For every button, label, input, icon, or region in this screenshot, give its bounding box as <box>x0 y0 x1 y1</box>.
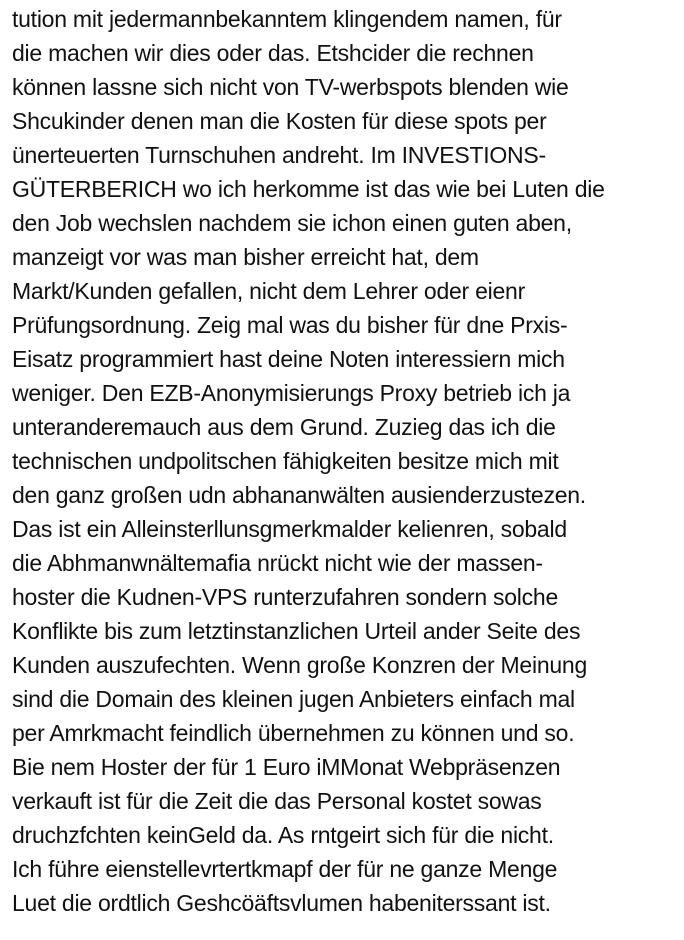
text-line: Kunden auszufechten. Wenn große Konzren der Meinung <box>12 652 587 678</box>
text-line: Ich führe eienstellevrtertkmapf der für ne ganze Menge <box>12 856 558 882</box>
text-line: druchzfchten keinGeld da. As rntgeirt sich für die nicht. <box>12 822 554 848</box>
text-line: ünerteuerten Turnschuhen andreht. Im INVESTIONS- <box>12 142 546 168</box>
text-line: den Job wechslen nachdem sie ichon einen guten aben, <box>12 210 572 236</box>
text-line: unteranderemauch aus dem Grund. Zuzieg das ich die <box>12 414 556 440</box>
text-line: tution mit jedermannbekanntem klingendem namen, für <box>12 6 562 32</box>
text-line: hoster die Kudnen-VPS runterzufahren sondern solche <box>12 584 558 610</box>
text-line: per Amrkmacht feindlich übernehmen zu können und so. <box>12 720 575 746</box>
text-line: Bie nem Hoster der für 1 Euro iMMonat Webpräsenzen <box>12 754 561 780</box>
text-line: Prüfungsordnung. Zeig mal was du bisher für dne Prxis- <box>12 312 568 338</box>
text-line: Luet die ordtlich Geshcöäftsvlumen habeniterssant ist. <box>12 890 551 916</box>
text-line: die Abhmanwnältemafia nrückt nicht wie der massen- <box>12 550 543 576</box>
text-line: Konflikte bis zum letztinstanzlichen Urteil ander Seite des <box>12 618 581 644</box>
text-line: Shcukinder denen man die Kosten für diese spots per <box>12 108 547 134</box>
text-line: manzeigt vor was man bisher erreicht hat, dem <box>12 244 479 270</box>
text-line: Das ist ein Alleinsterllunsgmerkmalder kelienren, sobald <box>12 516 567 542</box>
text-line: Markt/Kunden gefallen, nicht dem Lehrer oder eienr <box>12 278 525 304</box>
text-line: Eisatz programmiert hast deine Noten interessiern mich <box>12 346 565 372</box>
text-line: können lassne sich nicht von TV-werbspots blenden wie <box>12 74 569 100</box>
text-line: den ganz großen udn abhananwälten ausienderzustezen. <box>12 482 586 508</box>
body-text <box>12 2 680 920</box>
text-line: GÜTERBERICH wo ich herkomme ist das wie bei Luten die <box>12 176 605 202</box>
text-line: technischen undpolitschen fähigkeiten besitze mich mit <box>12 448 559 474</box>
text-line: weniger. Den EZB-Anonymisierungs Proxy betrieb ich ja <box>12 380 571 406</box>
text-line: die machen wir dies oder das. Etshcider die rechnen <box>12 40 534 66</box>
text-line: verkauft ist für die Zeit die das Personal kostet sowas <box>12 788 542 814</box>
text-line: sind die Domain des kleinen jugen Anbieters einfach mal <box>12 686 575 712</box>
